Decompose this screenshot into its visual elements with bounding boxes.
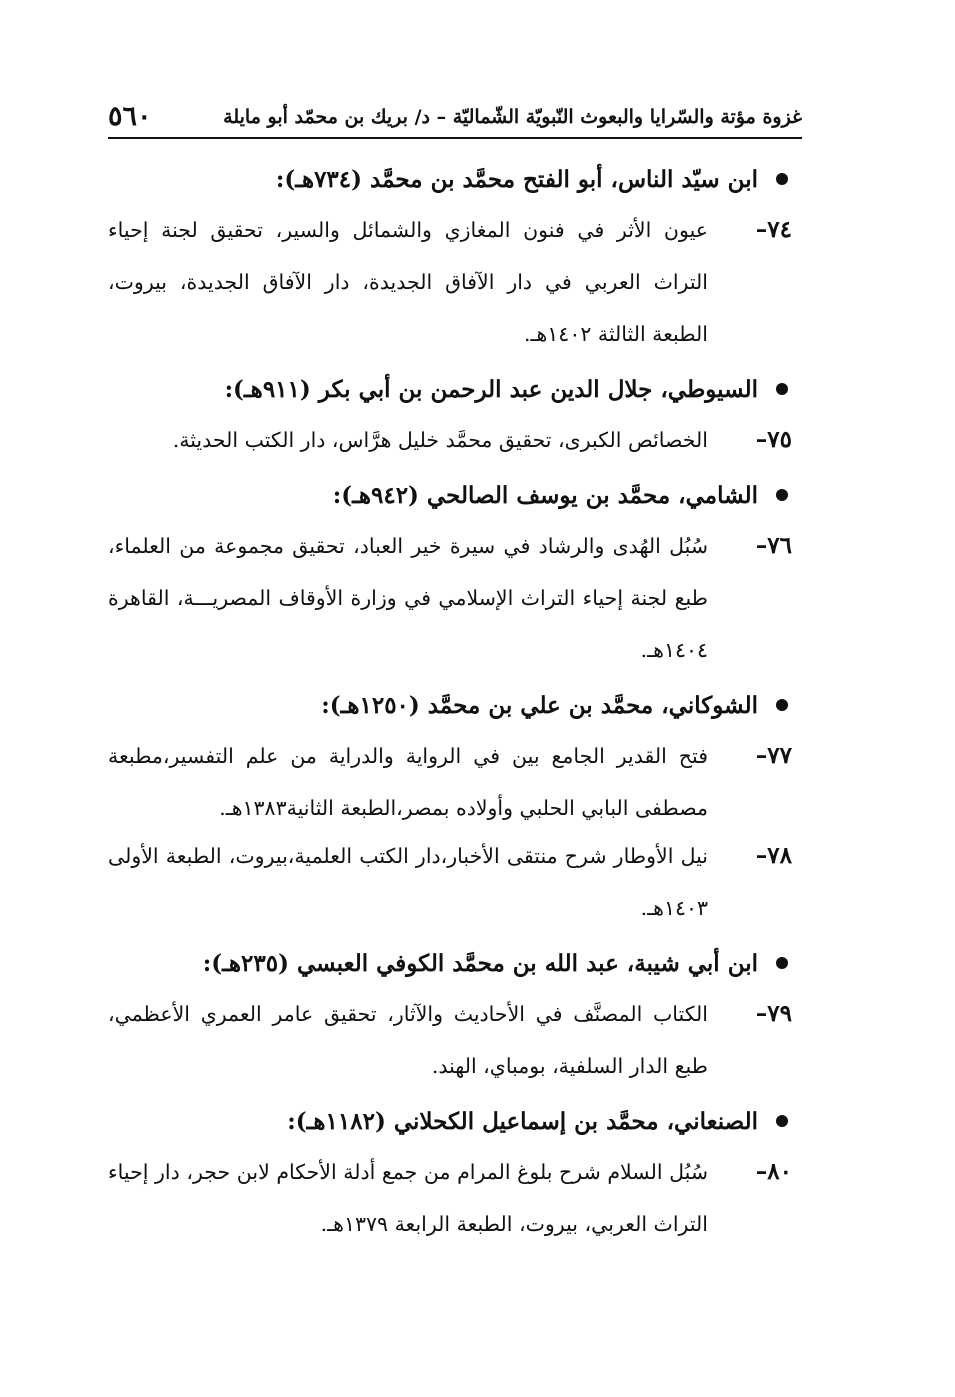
author-name: الشوكاني، محمَّد بن علي بن محمَّد (١٢٥٠هـ):: [321, 691, 758, 719]
bibliography-entry: [108, 1146, 792, 1250]
entry-text: فتح القدير الجامع بين في الرواية والدراية من علم التفسير،مطبعة مصطفى البابي الحلبي وأولاده بمصر،الطبعة الثانية١٣٨٣هـ.: [108, 744, 708, 820]
entry-text: سُبُل الهُدى والرشاد في سيرة خير العباد، تحقيق مجموعة من العلماء، طبع لجنة إحياء التراث الإسلامي في وزارة الأوقاف المصريـــة، القاهرة ١٤٠٤هـ.: [108, 534, 708, 662]
author-heading: [108, 466, 792, 524]
entry-text: الكتاب المصنَّف في الأحاديث والآثار، تحقيق عامر العمري الأعظمي، طبع الدار السلفية، بومباي، الهند.: [108, 1002, 708, 1078]
bullet-icon: [776, 1115, 788, 1127]
author-name: الصنعاني، محمَّد بن إسماعيل الكحلاني (١١٨٢هـ):: [287, 1107, 758, 1135]
bibliography-entry: [108, 204, 792, 360]
bullet-icon: [776, 489, 788, 501]
entry-number: ٧٦–: [755, 532, 792, 559]
header-rule: [108, 137, 802, 139]
entry-text: نيل الأوطار شرح منتقى الأخبار،دار الكتب العلمية،بيروت، الطبعة الأولى ١٤٠٣هـ.: [108, 844, 708, 920]
author-heading: [108, 1092, 792, 1150]
author-name: ابن سيّد الناس، أبو الفتح محمَّد بن محمَّد (٧٣٤هـ):: [275, 165, 758, 193]
bibliography-entry: [108, 520, 792, 676]
bibliography-entry: [108, 988, 792, 1092]
author-heading: [108, 150, 792, 208]
author-heading: [108, 934, 792, 992]
bibliography: [108, 150, 792, 1250]
page-number: ٥٦٠: [108, 101, 152, 132]
entry-text: سُبُل السلام شرح بلوغ المرام من جمع أدلة الأحكام لابن حجر، دار إحياء التراث العربي، بيروت، الطبعة الرابعة ١٣٧٩هـ.: [108, 1160, 708, 1236]
author-heading: [108, 360, 792, 418]
bullet-icon: [776, 957, 788, 969]
entry-number: ٨٠–: [755, 1158, 792, 1185]
entry-number: ٧٤–: [755, 216, 792, 243]
bibliography-entry: [108, 414, 792, 466]
author-name: الشامي، محمَّد بن يوسف الصالحي (٩٤٢هـ):: [332, 481, 758, 509]
entry-number: ٧٩–: [755, 1000, 792, 1027]
author-name: السيوطي، جلال الدين عبد الرحمن بن أبي بكر (٩١١هـ):: [224, 375, 758, 403]
bullet-icon: [776, 173, 788, 185]
entry-number: ٧٥–: [755, 426, 792, 453]
author-name: ابن أبي شيبة، عبد الله بن محمَّد الكوفي العبسي (٢٣٥هـ):: [202, 949, 758, 977]
running-title: غزوة مؤتة والسّرايا والبعوث النّبويّة الشّماليّة – د/ بريك بن محمّد أبو مايلة: [223, 106, 802, 128]
bullet-icon: [776, 383, 788, 395]
entry-text: عيون الأثر في فنون المغازي والشمائل والسير، تحقيق لجنة إحياء التراث العربي في دار الآفاق الجديدة، دار الآفاق الجديدة، بيروت، الطبعة الثالثة ١٤٠٢هـ.: [108, 218, 708, 346]
entry-number: ٧٧–: [755, 742, 792, 769]
author-heading: [108, 676, 792, 734]
bibliography-entry: [108, 830, 792, 934]
entry-number: ٧٨–: [755, 842, 792, 869]
bibliography-entry: [108, 730, 792, 834]
bullet-icon: [776, 699, 788, 711]
page-header: [108, 90, 802, 132]
entry-text: الخصائص الكبرى، تحقيق محمَّد خليل هرَّاس، دار الكتب الحديثة.: [172, 428, 708, 452]
